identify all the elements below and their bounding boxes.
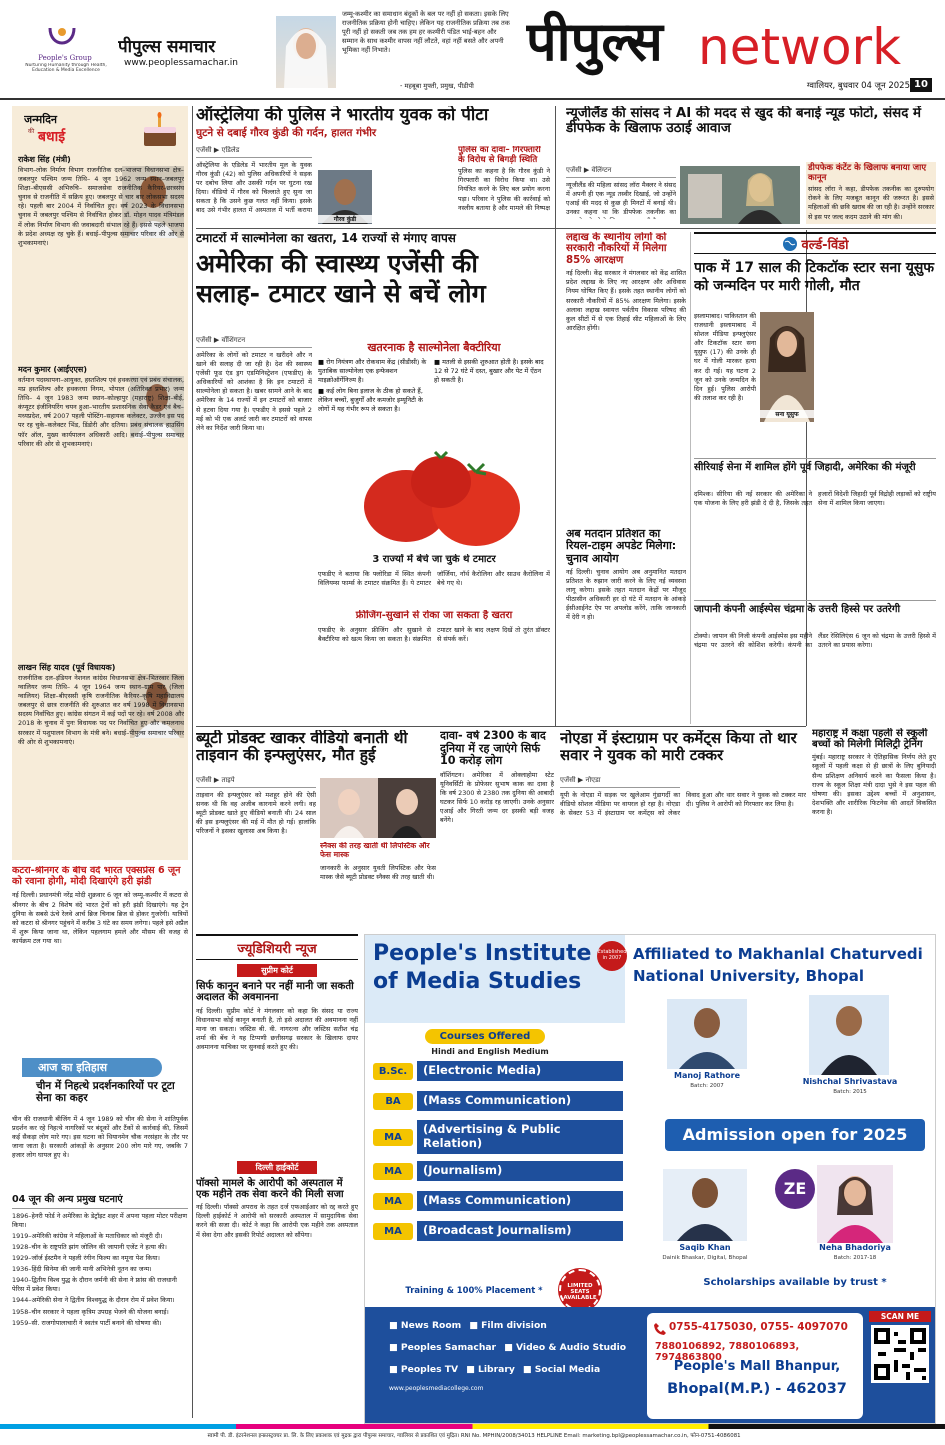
- beauty-caption: स्नैक्स की तरह खाती थी लिपस्टिक और फेस मास्क: [320, 842, 430, 859]
- australia-side: [458, 146, 550, 224]
- sana-caption: सना यूसुफ: [760, 410, 814, 418]
- alumni-name: Saqib Khan: [679, 1243, 731, 1252]
- world-text-col: [694, 312, 756, 452]
- quote-by: - महबूबा मुफ्ती, प्रमुख, पीडीपी: [400, 82, 474, 90]
- tomato-headline: अमेरिका की स्वास्थ्य एजेंसी की सलाह- टमाटर खाने से बचें लोग: [196, 249, 486, 308]
- ladakh-headline: लद्दाख के स्थानीय लोगों को सरकारी नौकरियों में मिलेगा 85% आरक्षण: [566, 232, 667, 266]
- feature-item: ■ Peoples TV: [389, 1364, 459, 1375]
- alumni-detail: Dainik Bhaskar, Digital, Bhopal: [662, 1255, 748, 1261]
- beauty-text: ताइवान की इन्फ्लुएंसर को मशहूर होने की ऐसी सनक थी कि वह अजीब कारनामे करने लगी। वह ब्यूटी प्रोडक्ट खाते हुए वीडियो बनाती थी। 24 साल की इस इन्फ्लुएंसर की मई में मौत हो गई। हालांकि परिजनों ने इसका खुलासा अब किया है।: [196, 791, 316, 836]
- feature-item: ■ News Room: [389, 1320, 462, 1331]
- ad-established: Established in 2007: [597, 941, 627, 971]
- medium-label: Hindi and English Medium: [431, 1047, 549, 1056]
- beauty-story: [196, 730, 436, 930]
- alumni-photo: [667, 999, 747, 1069]
- judiciary-t2: नई दिल्ली। पॉक्सो अपराध के तहत दर्ज एफआईआर को रद्द करते हुए दिल्ली हाईकोर्ट ने आरोपी को सरकारी अस्पताल में सामुदायिक सेवा करने की सजा दी। कोर्ट ने कहा कि आरोपी एक महीने तक अस्पताल में सेवा देगा और इसकी रिपोर्ट अदालत को सौंपेगा।: [196, 1203, 358, 1239]
- maha-text: मुंबई। महाराष्ट्र सरकार ने ऐतिहासिक निर्णय लेते हुए स्कूलों में पहली कक्षा से ही छात्रों के लिए बुनियादी सैन्य प्रशिक्षण अनिवार्य करने का फैसला किया है। राज्य के स्कूल शिक्षा मंत्री दादा भुसे ने इस पहल की घोषणा की। इसका उद्देश्य बच्चों में अनुशासन, देशभक्ति और शारीरिक फिटनेस की आदतें विकसित करना है।: [812, 753, 936, 816]
- tomato-body: [196, 336, 312, 596]
- history-section: [12, 1058, 188, 1422]
- history-event: 1896–हेनरी फोर्ड ने अमेरिका के डेट्रॉइट शहर में अपना पहला मोटर परीक्षण किया।: [12, 1211, 187, 1229]
- person-bio: राजनीतिक दल–इंडियन नेशनल कांग्रेस विधानसभा क्षेत्र–भितरवार जिला ग्वालियर जन्म तिथि– 4 जून 1964 जन्म स्थान–ग्राम पार (जिला ग्वालियर) शिक्षा–बीएससी कृषि राजनीतिक कैरियर–कृषि महाविद्यालय जबलपुर से छात्र राजनीति की शुरुआत कर वर्ष 1998 में विधानसभा सदस्य निर्वाचित हुए। कांग्रेस संगठन में कई पदों पर रहे। वर्ष 2008 और 2018 के चुनाव में पुनः विधायक पद पर निर्वाचित हुए और कमलनाथ सरकार में पशुपालन विभाग के मंत्री बने। बधाई–पीपुल्स समाचार परिवार की ओर से शुभकामनाएं।: [18, 674, 184, 746]
- course-row: [373, 1189, 623, 1213]
- tomato-photo-caption: 3 राज्यों में बेचे जा चुके थे टमाटर: [372, 554, 496, 565]
- course-degree: MA: [373, 1223, 413, 1240]
- alumni-photo: [817, 1165, 893, 1243]
- world-window: [694, 232, 936, 724]
- phone-icon: [653, 1321, 667, 1335]
- world-headline: पाक में 17 साल की टिकटॉक स्टार सना यूसुफ को जन्मदिन पर मारी गोली, मौत: [694, 260, 935, 294]
- nz-byline: एजेंसी ▶ वेलिंग्टन: [566, 166, 676, 178]
- row-divider: [196, 726, 806, 727]
- court-label: सुप्रीम कोर्ट: [237, 964, 317, 977]
- address-1: People's Mall Bhanpur,: [673, 1359, 841, 1374]
- alumni-name: Nishchal Shrivastava: [802, 1077, 898, 1086]
- nz-body: [566, 166, 676, 224]
- year2300-headline: दावा- वर्ष 2300 के बाद दुनिया में रह जाएंगे सिर्फ 10 करोड़ लोग: [440, 730, 546, 768]
- brand-small: पीपुल्स समाचार: [118, 37, 216, 57]
- ad-affil-2: National University, Bhopal: [633, 967, 864, 985]
- australia-subheadline: घुटने से दबाई गौरव कुंडी की गर्दन, हालत गंभीर: [196, 127, 377, 140]
- feature-item: ■ Film division: [469, 1320, 547, 1331]
- person-bio: विभाग–लोक निर्माण विभाग राजनीतिक दल–भाजपा विधानसभा क्षेत्र–जबलपुर पश्चिम जन्म तिथि– 4 जून 1962 जन्म स्थान–जबलपुर शिक्षा–बीएससी अभिरुचि– समाजसेवा राजनीतिक कैरियर–छात्रसंघ चुनाव से राजनीति में सक्रिय हुए। जबलपुर से चार बार लोकसभा सदस्य रहे। पहली बार 2004 में निर्वाचित हुए। वर्ष 2023 के विधानसभा चुनाव में जबलपुर पश्चिम से निर्वाचित होकर डॉ. मोहन यादव मंत्रिमंडल में लोक निर्माण विभाग की जवाबदारी संभाल रहे हैं। इससे पहले भाजपा के प्रदेश अध्यक्ष रह चुके हैं। बधाई–पीपुल्स समाचार परिवार की ओर से शुभकामनाएं।: [18, 166, 184, 247]
- nz-box: [806, 162, 936, 224]
- course-row: [373, 1089, 623, 1113]
- phone-2[interactable]: 7880106892, 7880106893, 7974863800: [655, 1341, 800, 1363]
- history-event: 1959–सी. राजगोपालाचारी ने स्वतंत्र पार्टी बनाने की घोषणा की।: [12, 1318, 162, 1327]
- katra-headline: कटरा-श्रीनगर के बीच वंदे भारत एक्सप्रेस 6 जून को रवाना होगी, मोदी दिखाएंगे हरी झंडी: [12, 866, 181, 887]
- group-name: People's Group: [38, 54, 92, 62]
- column-divider: [192, 106, 193, 1418]
- ze-logo: ZE: [775, 1169, 815, 1209]
- feature-item: ■ Peoples Samachar: [389, 1342, 497, 1353]
- beauty-caption-text: जानकारी के अनुसार युवती लिपस्टिक और फेस मास्क जैसे ब्यूटी प्रोडक्ट स्नैक्स की तरह खाती थी।: [320, 864, 436, 882]
- course-row: [373, 1059, 623, 1083]
- features-list: [389, 1313, 639, 1377]
- alumni-photo: [809, 995, 889, 1075]
- australia-side-text: पुलिस का कहना है कि गौरव कुंडी ने गिरफ्तारी का विरोध किया था। उसे नियंत्रित करने के लिए बल प्रयोग करना पड़ा। परिवार ने पुलिस की कार्रवाई को नस्लीय बताया है और मामले की निष्पक्ष: [458, 167, 550, 212]
- tomato-story: [196, 232, 550, 692]
- course-degree: BA: [373, 1093, 413, 1110]
- syria-headline: सीरियाई सेना में शामिल होंगे पूर्व जिहादी, अमेरिका की मंजूरी: [694, 458, 936, 473]
- nz-box-text: सांसद लॉरा ने कहा, डीपफेक तकनीक का दुरुपयोग रोकने के लिए मजबूत कानून की जरूरत है। इससे महिलाओं की छवि खराब की जा रही है। उन्होंने सरकार से इस पर जल्द कदम उठाने की मांग की।: [808, 185, 934, 221]
- year2300-text: वॉशिंगटन। अमेरिका में ओक्लाहोमा स्टेट यूनिवर्सिटी के प्रोफेसर सुभाष काक का दावा है कि वर्ष 2300 से 2380 तक दुनिया की आबादी घटकर सिर्फ 10 करोड़ रह जाएगी। उनके अनुसार एआई और गिरती जन्म दर इसकी बड़ी वजह बनेंगे।: [440, 770, 554, 825]
- voting-headline: अब मतदान प्रतिशत का रियल-टाइम अपडेट मिलेगा: चुनाव आयोग: [566, 528, 677, 565]
- ad-web[interactable]: www.peoplesmediacollege.com: [389, 1385, 484, 1392]
- person-bio: वर्तमान पदस्थापना–आयुक्त, हस्तशिल्प एवं हथकरघा एवं प्रबंध संचालक, मप्र हस्तशिल्प और हथकरघा निगम, भोपाल (अतिरिक्त प्रभार) जन्म तिथि– 4 जून 1983 जन्म स्थान–कोल्हापुर (महाराष्ट्र) शिक्षा–बीई, कंप्यूटर इंजीनियरिंग चयन हुआ–भारतीय प्रशासनिक सेवा कैडर एवं बैच–मध्यप्रदेश, वर्ष 2007 पहली पोस्टिंग–सहायक कलेक्टर, उज्जैन इस पद पर रह चुके–कलेक्टर भिंड, डिंडोरी और दतिया। प्रबंध संचालक हाउसिंग फॉर ऑल, मुख्य कार्यपालन अधिकारी आदि। बधाई–पीपुल्स समाचार परिवार की ओर से शुभकामनाएं।: [18, 376, 184, 448]
- group-tagline: Nurturing Humanity through Health, Education & Media Excellence: [25, 63, 107, 74]
- course-name: (Mass Communication): [417, 1091, 623, 1111]
- ad-affil-1: Affiliated to Makhanlal Chaturvedi: [633, 945, 923, 963]
- admission-banner: Admission open for 2025: [665, 1119, 925, 1151]
- feature-item: ■ Social Media: [522, 1364, 601, 1375]
- scholarship-text: Scholarships available by trust *: [703, 1277, 887, 1288]
- course-name: (Mass Communication): [417, 1191, 623, 1211]
- australia-side-title: पुलिस का दावा– गिरफ्तारी के विरोध से बिगड़ी स्थिति: [458, 146, 541, 165]
- noida-story: [560, 730, 806, 930]
- beauty-byline: एजेंसी ▶ ताइपे: [196, 776, 316, 788]
- page-number: 10: [910, 78, 932, 92]
- nz-headline: न्यूजीलैंड की सांसद ने AI की मदद से खुद की बनाई न्यूड फोटो, संसद में डीपफेक के खिलाफ उठाई आवाज: [566, 106, 922, 136]
- voting-story: [566, 528, 686, 724]
- masthead: [0, 0, 945, 100]
- australia-story: [196, 106, 550, 224]
- birthday-title: [24, 112, 114, 152]
- imprint-footer: स्वामी पी. डी. इंटरनेशनल इन्फ्रास्ट्रक्चर प्रा. लि. के लिए प्रकाशक एवं मुद्रक द्वारा पीपुल्स समाचार, ग्वालियर से प्रकाशित एवं मुद्रित। RNI No. MPHIN/2008/34013 HELPLINE Email: marketing.bpl@peoplessamachar.co.in, फोन-0751-4086081: [207, 1433, 741, 1439]
- australia-text: ऑस्ट्रेलिया के एडिलेड में भारतीय मूल के युवक गौरव कुंडी (42) को पुलिस अधिकारियों ने सड़क पर दबोच लिया और उसकी गर्दन पर घुटना रख दिया। वीडियो में गौरव को चिल्लाते हुए सुना जा सकता है कि उसने कुछ गलत नहीं किया। इसके बाद उसे गंभीर हालत में अस्पताल में भर्ती कराया: [196, 161, 312, 215]
- birthday-section: [12, 106, 188, 860]
- person-name: मदन कुमार (आईएएस): [18, 365, 87, 374]
- brand-eng: network: [698, 18, 902, 76]
- phone-1[interactable]: 0755-4175030, 0755- 4097070: [669, 1321, 848, 1333]
- qr-code-icon[interactable]: [871, 1325, 929, 1383]
- tomato-bullet: ■ कई लोग बिना इलाज के ठीक हो सकते हैं, लेकिन बच्चों, बुजुर्गों और कमजोर इम्यूनिटी के लोगों में यह गंभीर रूप ले सकता है।: [318, 387, 423, 414]
- alumni-detail: Batch: 2015: [833, 1089, 867, 1095]
- tomato-sub2-text: एफडीए के अनुसार फ्रीजिंग और सुखाने से बैक्टीरिया को खत्म किया जा सकता है। संक्रमित टमाटर खाने के बाद लक्षण दिखें तो तुरंत डॉक्टर से संपर्क करें।: [318, 626, 550, 644]
- courses-label: Courses Offered: [425, 1029, 545, 1044]
- katra-text: नई दिल्ली। प्रधानमंत्री नरेंद्र मोदी शुक्रवार 6 जून को जम्मू-कश्मीर में कटरा से श्रीनगर के बीच 2 विशेष वंदे भारत ट्रेनों को हरी झंडी दिखाएंगे। यह ट्रेन दुनिया के सबसे ऊंचे रेलवे आर्च ब्रिज चिनाब ब्रिज से होकर गुजरेगी। यात्रियों को कटरा से श्रीनगर पहुंचने में करीब 3 घंटे का समय लगेगा। पहले इसे अप्रैल में शुरू किया जाना था, लेकिन पहलगाम हमले और मौसम की वजह से कार्यक्रम टल गया था।: [12, 891, 188, 945]
- history-text: चीन की राजधानी बीजिंग में 4 जून 1989 को चीन की सेना ने शांतिपूर्वक प्रदर्शन कर रहे निहत्थे नागरिकों पर बंदूकों और टैंकों से कार्रवाई की, जिसमें कई सैकड़ा लोग मारे गए। इस घटना को थियानमेन चौक नरसंहार के तौर पर जाना जाता है। सरकारी आंकड़ों के अनुसार 200 लोग मारे गए, जबकि 7 हजार लोग घायल हुए थे।: [12, 1115, 188, 1160]
- maha-story: [812, 728, 936, 938]
- katra-story: [12, 866, 188, 1054]
- tomato-bullets: [318, 358, 550, 458]
- tomato-bullet: ■ रोग नियंत्रण और रोकथाम केंद्र (सीडीसी) के मुताबिक साल्मोनेला एक इन्फेक्शन माइक्रोऑर्गेनिज्म है।: [318, 358, 427, 385]
- events-list: [12, 1212, 188, 1412]
- limited-seats-badge: LIMITED SEATS AVAILABLE: [559, 1269, 601, 1311]
- website[interactable]: www.peoplessamachar.in: [124, 58, 238, 68]
- world-label: वर्ल्ड-विंडो: [801, 237, 849, 253]
- judiciary-label-wrap: [196, 934, 358, 960]
- course-degree: B.Sc.: [373, 1063, 413, 1080]
- courses-list: [373, 1059, 623, 1269]
- year2300-story: [440, 730, 554, 930]
- course-degree: MA: [373, 1129, 413, 1146]
- history-event: 1919–अमेरिकी कांग्रेस ने महिलाओं के मताधिकार को मंजूरी दी।: [12, 1231, 163, 1240]
- world-text-col2: [820, 312, 936, 452]
- course-row: [373, 1159, 623, 1183]
- tomato-text: अमेरिका के लोगों को टमाटर न खरीदने और न खाने की सलाह दी जा रही है। देश की स्वास्थ्य एजेंसी फूड एंड ड्रग एडमिनिस्ट्रेशन (एफडीए) के अधिकारियों को आशंका है कि इन टमाटरों में साल्मोनेला हो सकता है। खबर सामने आने के बाद अमेरिका के 14 राज्यों में इन टमाटरों को बाजार से हटवा दिया गया है। एफडीए ने इससे पहले 2 मई को भी एक अलर्ट जारी कर टमाटरों को वापस लेने का निर्देश जारी किया था।: [196, 351, 312, 432]
- history-event: 1936–हिंदी सिनेमा की जानी मानी अभिनेत्री नूतन का जन्म।: [12, 1265, 152, 1274]
- course-name: (Broadcast Journalism): [417, 1221, 623, 1241]
- column-divider: [555, 106, 556, 726]
- course-degree: MA: [373, 1193, 413, 1210]
- noida-headline: नोएडा में इंस्टाग्राम पर कमेंट्स किया तो थार सवार ने युवक को मारी टक्कर: [560, 730, 797, 764]
- training-text: Training & 100% Placement *: [405, 1285, 543, 1295]
- person-name: राकेश सिंह (मंत्री): [18, 155, 71, 164]
- dateline: ग्वालियर, बुधवार 04 जून 2025: [806, 81, 910, 91]
- judiciary-label: ज्यूडिशियरी न्यूज: [237, 942, 317, 957]
- nz-story: [566, 106, 936, 224]
- alumni-detail: Batch: 2007: [690, 1083, 724, 1089]
- birthday-title-sub: की: [28, 128, 35, 135]
- noida-body: [560, 776, 806, 926]
- events-title: 04 जून की अन्य प्रमुख घटनाएं: [12, 1195, 188, 1209]
- ad-title-2: of Media Studies: [373, 969, 582, 994]
- history-label: आज का इतिहास: [22, 1058, 162, 1077]
- peoples-group-logo: [42, 20, 82, 52]
- world-text: इस्लामाबाद। पाकिस्तान की राजधानी इस्लामाबाद में सोशल मीडिया इन्फ्लुएंसर और टिकटॉक स्टार सना यूसुफ (17) की उनके ही घर में गोली मारकर हत्या कर दी गई। यह घटना 2 जून को उनके जन्मदिन के दिन हुई। पुलिस आरोपी की तलाश कर रही है।: [694, 312, 756, 402]
- brand-hindi: पीपुल्स: [526, 10, 663, 73]
- course-row: [373, 1119, 623, 1155]
- nz-box-title: डीपफेक कंटेंट के खिलाफ बनाया जाए कानून: [808, 163, 927, 183]
- history-event: 1958–चीन सरकार ने पहला कृत्रिम उपग्रह भेजने की योजना बनाई।: [12, 1307, 169, 1316]
- court-label: दिल्ली हाईकोर्ट: [237, 1161, 317, 1174]
- tomato-bullet: ■ मतली से इसकी शुरुआत होती है। इसके बाद 12 से 72 घंटे में दस्त, बुखार और पेट में ऐंठन हो सकती है।: [434, 358, 544, 385]
- history-headline: चीन में निहत्थे प्रदर्शनकारियों पर टूटा सेना का कहर: [36, 1080, 175, 1104]
- history-event: 1940–द्वितीय विश्व युद्ध के दौरान जर्मनी की सेना ने फ्रांस की राजधानी पेरिस में प्रवेश किया।: [12, 1276, 177, 1294]
- japan-headline: जापानी कंपनी आईस्पेस चंद्रमा के उत्तरी हिस्से पर उतरेगी: [694, 600, 936, 615]
- sana-photo: [760, 312, 814, 422]
- noida-text: यूपी के नोएडा में सड़क पर खुलेआम गुंडागर्दी का वीडियो सोशल मीडिया पर वायरल हो रहा है। नोएडा के सेक्टर 53 में इंस्टाग्राम पर कमेंट्स को लेकर विवाद हुआ और थार सवार ने युवक को टक्कर मार दी। पुलिस ने आरोपी को गिरफ्तार कर लिया है।: [560, 791, 806, 818]
- address-2: Bhopal(M.P.) - 462037: [667, 1381, 847, 1397]
- alumni-name: Neha Bhadoriya: [819, 1243, 891, 1252]
- tomato-caption-text: एफडीए ने बताया कि फ्लोरिडा में स्थित कंपनी विलियम्स फार्म्स के टमाटर संक्रमित हैं। ये टमाटर जॉर्जिया, नॉर्थ कैरोलिना और साउथ कैरोलिना में बेचे गए थे।: [318, 570, 550, 588]
- alumni-photo: [663, 1169, 747, 1241]
- nz-text: न्यूजीलैंड की महिला सांसद लॉरा मैक्लर ने संसद में अपनी ही एक न्यूड तस्वीर दिखाई, जो उन्होंने एआई की मदद से कुछ ही मिनटों में बनाई थी। उनका कहना था कि डीपफेक तकनीक का: [566, 181, 676, 217]
- noida-byline: एजेंसी ▶ नोएडा: [560, 776, 680, 788]
- ad-title-1: People's Institute: [373, 941, 592, 966]
- history-event: 1944–अमेरिकी सेना ने द्वितीय विश्वयुद्ध के दौरान रोम में प्रवेश किया।: [12, 1296, 175, 1305]
- voting-text: नई दिल्ली। चुनाव आयोग अब अनुमानित मतदान प्रतिशत के रुझान जारी करने के लिए नई व्यवस्था लागू करेगा। इसके तहत मतदान केंद्रों पर मौजूद पीठासीन अधिकारी हर दो घंटे में मतदान के आंकड़े ईसीआईनेट ऐप पर अपलोड करेंगे, ताकि जानकारी में देरी न हो।: [566, 567, 686, 622]
- syria-text: दमिश्क। सीरिया की नई सरकार की अमेरिका ने एक योजना के लिए हरी झंडी दे दी है, जिसके तहत हजारों विदेशी जिहादी पूर्व विद्रोही लड़ाकों को राष्ट्रीय सेना में शामिल किया जाएगा।: [694, 490, 936, 508]
- alumni-name: Manoj Rathore: [673, 1071, 741, 1080]
- judiciary-h1: सिर्फ कानून बनाने पर नहीं मानी जा सकती अदालत की अवमानना: [196, 981, 354, 1004]
- ladakh-text: नई दिल्ली। केंद्र सरकार ने मंगलवार को केंद्र शासित प्रदेश लद्दाख के लिए नए आरक्षण और अधिवास नियम घोषित किए हैं। इसके तहत स्थानीय लोगों को सरकारी नौकरियों में 85% आरक्षण मिलेगा। इसके अलावा लद्दाख स्वायत्त पर्वतीय विकास परिषद की कुल सीटों में से एक तिहाई सीट महिलाओं के लिए आरक्षित होंगी।: [566, 269, 686, 332]
- australia-caption: गौरव कुंडी: [318, 215, 372, 223]
- beauty-headline: ब्यूटी प्रोडक्ट खाकर वीडियो बनाती थी ताइवान की इन्फ्लुएंसर, मौत हुई: [196, 730, 408, 765]
- birthday-title-bottom: बधाई: [38, 129, 66, 145]
- quote-portrait: [276, 16, 336, 88]
- ladakh-story: [566, 232, 686, 528]
- japan-text: टोक्यो। जापान की निजी कंपनी आईस्पेस इस महीने चंद्रमा पर उतरने की कोशिश करेगी। कंपनी का लैंडर रेसिलिएंस 6 जून को चंद्रमा के उत्तरी हिस्से में उतरने का प्रयास करेगा।: [694, 632, 936, 650]
- judiciary-h2: पॉक्सो मामले के आरोपी को अस्पताल में एक महीने तक सेवा करने की मिली सजा: [196, 1177, 344, 1201]
- row-divider: [196, 228, 936, 229]
- beauty-photo: [320, 778, 436, 838]
- course-name: (Advertising & Public Relation): [417, 1120, 623, 1154]
- cake-icon: [138, 110, 182, 150]
- birthday-title-top: जन्मदिन: [24, 113, 58, 126]
- course-name: (Journalism): [417, 1161, 623, 1181]
- tomato-sub2: फ्रीजिंग-सुखाने से रोका जा सकता है खतरा: [355, 610, 513, 621]
- world-text-cont: [820, 312, 936, 452]
- history-event: 1928–चीन के राष्ट्रपति झांग जोलिन की जापानी एजेंट ने हत्या की।: [12, 1243, 167, 1252]
- course-name: (Electronic Media): [417, 1061, 623, 1081]
- course-row: [373, 1219, 623, 1243]
- feature-item: ■ Video & Audio Studio: [504, 1342, 627, 1353]
- color-registration-bar: [0, 1424, 945, 1429]
- feature-item: ■ Library: [466, 1364, 515, 1375]
- nz-photo: [680, 166, 800, 224]
- judiciary-t1: नई दिल्ली। सुप्रीम कोर्ट ने मंगलवार को कहा कि संसद या राज्य विधानसभा कोई कानून बनाती है, तो इसे अदालत की अवमानना नहीं माना जा सकता। जस्टिस बी. वी. नागरत्ना और जस्टिस सतीश चंद्र शर्मा की बेंच ने यह टिप्पणी छत्तीसगढ़ सरकार के खिलाफ दायर अवमानना याचिका पर सुनवाई करते हुए की।: [196, 1006, 358, 1052]
- tomato-kicker: टमाटरों में साल्मोनेला का खतरा, 14 राज्यों से मंगाए वापस: [196, 232, 456, 245]
- tomato-byline: एजेंसी ▶ वॉशिंगटन: [196, 336, 312, 348]
- quote-text: जम्मू-कश्मीर का समाधान बंदूकों के बल पर नहीं हो सकता। इसके लिए राजनीतिक प्रक्रिया होनी चाहिए। लेकिन यह राजनीतिक प्रक्रिया तब तक पूरी नहीं हो सकती जब तक हम हर कश्मीरी पंडित भाई-बहन और सम्मान के साथ कश्मीर वापस नहीं लौटते, वहां नहीं बसते और अपनी भूमिका नहीं निभाते।: [342, 10, 510, 54]
- institute-ad: [364, 934, 936, 1424]
- course-degree: MA: [373, 1163, 413, 1180]
- tomato-photo: [346, 448, 546, 548]
- maha-headline: महाराष्ट्र में कक्षा पहली से स्कूली बच्चों को मिलेगी मिलिट्री ट्रेनिंग: [812, 728, 928, 751]
- australia-headline: ऑस्ट्रेलिया की पुलिस ने भारतीय युवक को पीटा: [196, 106, 489, 125]
- australia-byline: एजेंसी ▶ एडिलेड: [196, 146, 312, 158]
- person-name: लाखन सिंह यादव (पूर्व विधायक): [18, 663, 116, 672]
- judiciary-section: [196, 934, 358, 1420]
- scan-label: SCAN ME: [869, 1311, 931, 1322]
- alumni-detail: Batch: 2017-18: [833, 1255, 877, 1261]
- tomato-box-title: खतरनाक है साल्मोनेला बैक्टीरिया: [367, 341, 501, 354]
- globe-icon: [782, 236, 798, 252]
- world-label-wrap: [694, 232, 936, 254]
- beauty-body: [196, 776, 316, 926]
- australia-body: [196, 146, 312, 224]
- column-divider: [690, 232, 691, 724]
- history-event: 1929–जॉर्ज ईस्टमैन ने पहली रंगीन फिल्म का नमूना पेश किया।: [12, 1254, 160, 1263]
